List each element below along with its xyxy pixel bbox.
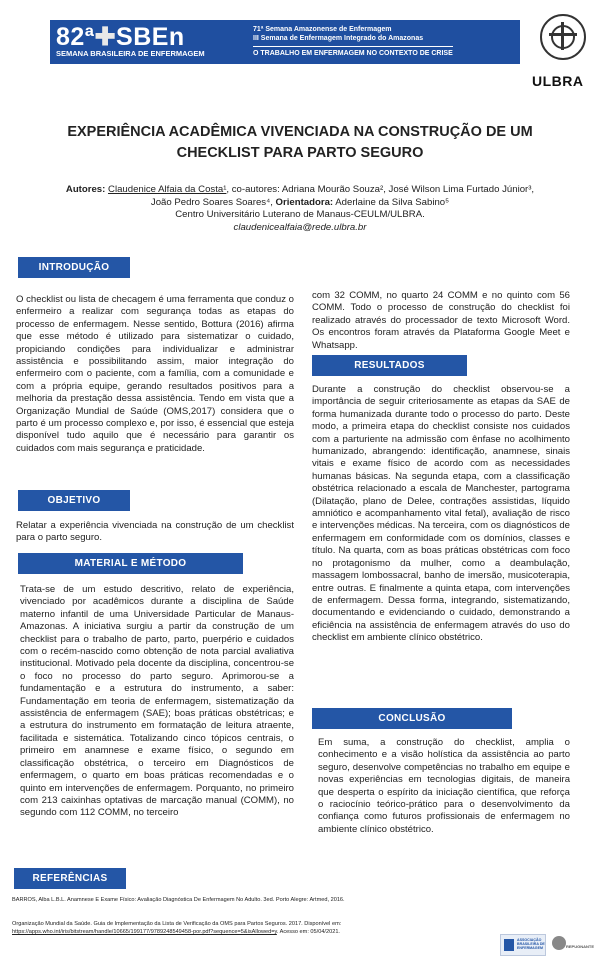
aben-logo-text: ASSOCIAÇÃO BRASILEIRA DE ENFERMAGEM <box>517 938 545 951</box>
author-email: claudenicealfaia@rede.ulbra.br <box>233 221 367 233</box>
reference-2 <box>12 920 490 936</box>
event-line-1: 71ª Semana Amazonense de Enfermagem <box>253 26 392 33</box>
resultados-text: Durante a construção do checklist observou-se a importância de seguir criteriosamente as etapas da SAE de forma humanizada durante todo o processo do parto. Deste modo, a primeira etapa do checklist consiste nos cuidados com a parturiente na admissão com ênfase no acolhimento humanizado, abrangendo: identificação, anamnese, sinais vitais e exame físico de acordo com as necessidades humanas básicas. Na segunda etapa, com a classificação obstétrica relacionado a escala de Manchester, partograma (Dilatação, plano de Delee, contrações assistidas, líquido amniótico e acompanhamento vital fetal), avaliação de risco e intervenções médicas. Na terceira, com os diagnósticos de enfermagem em conformidade com os domínios, classes e título. Na quarta, com as boas práticas obstétricas com foco no protagonismo da mulher, como a deambulação, massagem lombossacral, banho de imersão, musicoterapia, entre outras. E finalmente a quinta etapa, com intervenções de enfermagem. Dessa forma, integrando, sistematizando, documentando e evidenciando o cuidado, demonstrando a eficiência na assistência de enfermagem através do uso do checklist em ambiente clínico obstétrico. <box>312 384 570 644</box>
conclusao-text: Em suma, a construção do checklist, amplia o conhecimento e a visão holística da assistência ao parto seguro, desenvolve competências no trabalho em equipe e novas experiências em tecnologias digitais, de maneira que desperta o espírito da iniciação científica, que reforça o raciocínio teórico-prático para o desenvolvimento da confiança como futuros profissionais de enfermagem no ambiente clínico obstétrico. <box>318 737 570 835</box>
authors-label: Autores: <box>65 184 106 195</box>
poster-title <box>20 122 580 164</box>
reference-2-access: . Acesso em: 05/04/2021. <box>276 929 340 935</box>
objetivo-text: Relatar a experiência vivenciada na construção de um checklist para o parto seguro. <box>16 520 294 544</box>
authors-line-2 <box>20 197 580 210</box>
ulbra-logo: ULBRA <box>532 73 584 89</box>
event-number: 82ª <box>56 23 95 51</box>
event-full-name: SEMANA BRASILEIRA DE ENFERMAGEM <box>56 49 205 58</box>
title-line-1: EXPERIÊNCIA ACADÊMICA VIVENCIADA NA CONSTRUÇÃO DE UM <box>67 124 533 140</box>
advisor-label: Orientadora: <box>275 196 334 208</box>
affiliation: Centro Universitário Luterano de Manaus-CEULM/ULBRA. <box>175 209 425 221</box>
authors-block <box>20 184 580 234</box>
aben-logo <box>500 934 546 956</box>
event-theme: O TRABALHO EM ENFERMAGEM NO CONTEXTO DE CRISE <box>253 46 453 58</box>
advisor-name: Aderlaine da Silva Sabino⁵ <box>333 196 450 208</box>
event-name: SBEn <box>116 23 185 51</box>
event-logo <box>56 22 185 52</box>
event-subtitle <box>253 25 453 58</box>
introducao-heading: INTRODUÇÃO <box>18 257 130 278</box>
material-text-continued: com 32 COMM, no quarto 24 COMM e no quinto com 56 COMM. Todo o processo de construção do checklist foi realizado através do processador de texto Microsoft Word. Os encontros foram através da Plataforma Google Meet e Whatsapp. <box>312 290 570 351</box>
resultados-heading: RESULTADOS <box>312 355 467 376</box>
partner-logo-text: REPUGNANTE <box>566 944 595 949</box>
plus-icon: ✚ <box>94 23 117 51</box>
conclusao-heading: CONCLUSÃO <box>312 708 512 729</box>
material-text: Trata-se de um estudo descritivo, relato de experiência, vivenciado por acadêmicos durante a disciplina de Saúde materno infantil de uma Universidade Particular de Manaus-Amazonas. A iniciativa surgiu a partir da construção de um checklist para o trabalho de parto, parto, puerpério e cuidados com o recém-nascido como obtenção de nota parcial avaliativa institucional. Motivado pela docente da disciplina, concentrou-se o foco no processo do parto seguro. Aprimorou-se a fundamentação e a estrutura do instrumento, a saber: Fundamentação em teoria de enfermagem, sistematização da assistência de enfermagem (SAE); boas práticas obstétricas; e a estrutura do instrumento em formatação de leitura atraente, facilitada e sistemática. Totalizando cinco tópicos centrais, o primeiro em anamnese e exame físico, o segundo em classificação obstétrica, o terceiro em Diagnósticos de enfermagem, o quarto em boas práticas recomendadas e o quinto em intervenções de enfermagem. Porquanto, no primeiro com 213 caixinhas optativas de marcação manual (COMM), no segundo com 112 COMM, no terceiro <box>20 584 294 819</box>
objetivo-heading: OBJETIVO <box>18 490 130 511</box>
university-seal-icon <box>540 14 586 60</box>
reference-2-text: Organização Mundial da Saúde. Guia de Implementação da Lista de Verificação da OMS para Partos Seguros. 2017. Disponível em: <box>12 921 342 927</box>
reference-1: BARROS, Alba L.B.L. Anamnese E Exame Físico: Avaliação Diagnóstica De Enfermagem No Adulto. 3ed. Porto Alegre: Artmed, 2016. <box>12 897 345 903</box>
event-banner <box>50 20 520 64</box>
partner-logo <box>550 934 595 954</box>
poster-header <box>0 0 600 100</box>
coauthors-line-2: João Pedro Soares Soares⁴, <box>150 196 276 208</box>
title-line-2: CHECKLIST PARA PARTO SEGURO <box>176 145 424 161</box>
introducao-text: O checklist ou lista de checagem é uma ferramenta que conduz o enfermeiro a realizar com segurança todas as etapas do processo de enfermagem. Nesse sentido, Bottura (2016) afirma que esse método é utilizado para sistematizar o cuidado, propiciando condições para individualizar e administrar assistência e possibilitando assim, maior integração do enfermeiro com o paciente, com a família, com a comunidade e com a própria equipe, gerando resultados positivos para a melhoria da prestação dessa assistência. Tendo em vista que a Organização Mundial de Saúde (OMS,2017) considera que o parto é um processo complexo e, por isso, é essencial que esteja disponível tudo aquilo que é necessário para garantir os cuidados com mais segurança e praticidade. <box>16 294 294 454</box>
coauthors-line-1: , co-autores: Adriana Mourão Souza², José Wilson Lima Furtado Júnior³, <box>226 184 535 195</box>
partner-logo-icon <box>552 936 566 950</box>
material-heading: MATERIAL E MÉTODO <box>18 553 243 574</box>
reference-2-link[interactable]: https://apps.who.int/iris/bitstream/handle/10665/199177/9789248549458-por.pdf?sequence=5&isAllowed=y <box>12 929 277 935</box>
event-line-2: III Semana de Enfermagem Integrado do Amazonas <box>253 35 424 42</box>
lead-author: Claudenice Alfaia da Costa¹ <box>108 184 227 195</box>
authors-line-1 <box>20 184 580 197</box>
referencias-heading: REFERÊNCIAS <box>14 868 126 889</box>
